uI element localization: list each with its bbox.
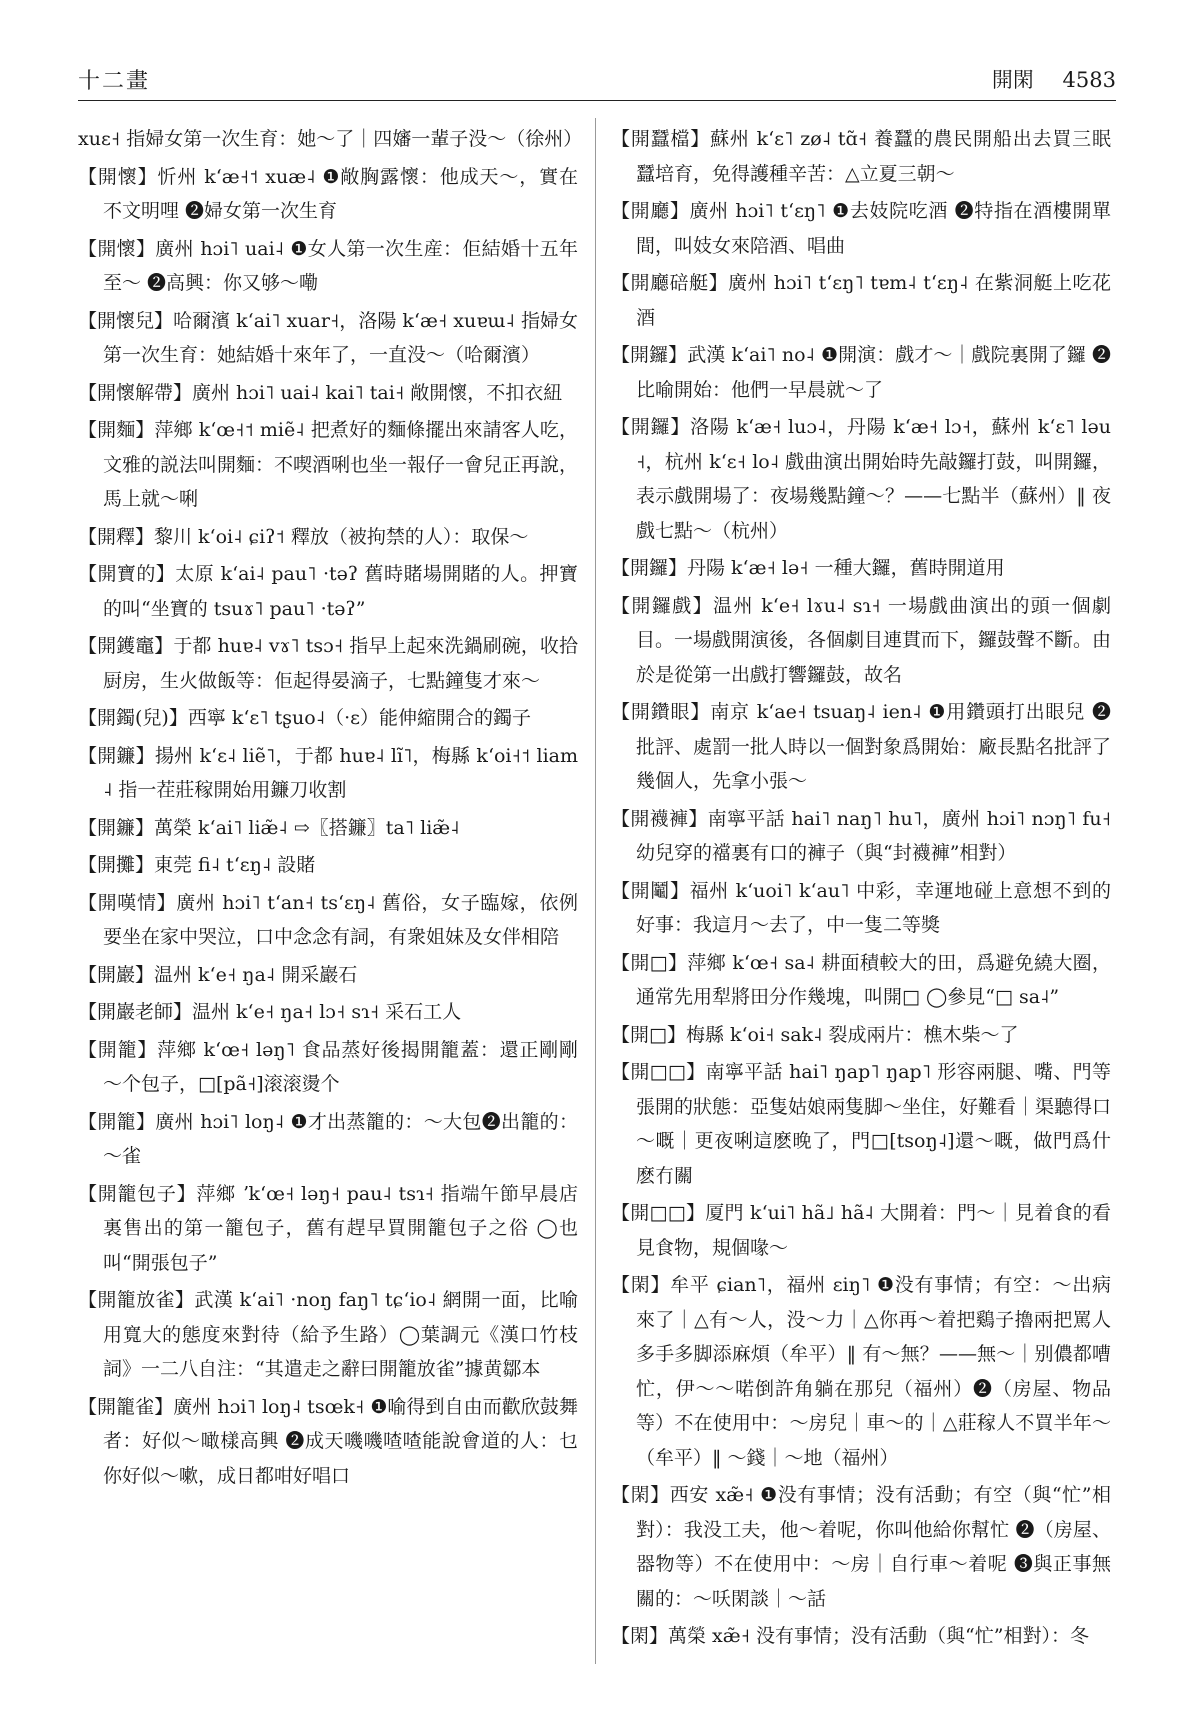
dictionary-entry: 【開鑼戲】温州 kʻe˧ lɤu˨ sɿ˧ 一場戲曲演出的頭一個劇目。一場戲開演後，各個劇目連貫而下，鑼鼓聲不斷。由於是從第一出戲打響鑼鼓，故名 <box>611 594 1112 686</box>
left-column <box>78 122 583 1496</box>
dictionary-entry: 【開懷】忻州 kʻæ˧˦ xuæ˨ ❶敞胸露懷：他成天～，實在不文明哩 ❷婦女第一次生育 <box>78 165 578 222</box>
dictionary-entry: 【開鑊竈】于都 huɐ˨ vɤ˥ tsɔ˧ 指早上起來洗鍋刷碗，收拾厨房，生火做飯等：佢起得晏滴子，七點鐘隻才來～ <box>78 635 578 692</box>
page-number: 4583 <box>1062 68 1116 92</box>
dictionary-entry: 【開籠雀】廣州 hɔi˥ loŋ˨ tsœk˧ ❶喻得到自由而歡欣鼓舞者：好似～噉樣高興 ❷成天嘰嘰喳喳能說會道的人：乜你好似～嗽，成日都咁好唱口 <box>78 1395 578 1487</box>
dictionary-entry: 【開籠】萍鄉 kʻœ˧ ləŋ˥ 食品蒸好後揭開籠蓋：還正剛剛～个包子，□[pã˧]滚滚燙个 <box>78 1038 578 1095</box>
dictionary-entry: 【開鬮】福州 kʻuoi˥ kʻau˥ 中彩，幸運地碰上意想不到的好事：我這月～去了，中一隻二等獎 <box>611 879 1111 936</box>
dictionary-entry: 【開蠶檔】蘇州 kʻɛ˥ zø˨ tɑ̃˧ 養蠶的農民開船出去買三眠蠶培育，免得護種辛苦：△立夏三朝～ <box>611 128 1111 185</box>
dictionary-entry: 【開鑼】丹陽 kʻæ˧ lə˧ 一種大鑼，舊時開道用 <box>611 557 1005 579</box>
dictionary-entry: 【開襪褲】南寧平話 hai˥ naŋ˥ hu˥，廣州 hɔi˥ nɔŋ˥ fu˧ 幼兒穿的襠裏有口的褲子（與“封襪褲”相對） <box>611 807 1111 864</box>
dictionary-entry: 【閑】萬榮 xæ̃˧ 没有事情；没有活動（與“忙”相對）：冬 <box>611 1625 1089 1647</box>
dictionary-entry: 【開鐮】揚州 kʻɛ˨ liẽ˥，于都 huɐ˨ lĩ˥，梅縣 kʻoi˧˦ liam˨ 指一茬莊稼開始用鐮刀收割 <box>78 744 578 801</box>
dictionary-entry: 【開□】梅縣 kʻoi˧ sak˨ 裂成兩片：樵木柴～了 <box>611 1023 1019 1046</box>
page-running-head <box>970 64 1116 94</box>
dictionary-entry: 【開鐲(兒)】西寧 kʻɛ˥ tʂuo˨（·ɛ）能伸縮開合的鐲子 <box>78 707 531 729</box>
dictionary-entry: 【開鑼】洛陽 kʻæ˧ luɔ˨，丹陽 kʻæ˧ lɔ˧，蘇州 kʻɛ˥ ləu˧，杭州 kʻɛ˧ lo˨ 戲曲演出開始時先敲鑼打鼓，叫開鑼，表示戲開場了：夜場幾點鐘～？——七點半（蘇州）‖ 夜戲七點～（杭州） <box>611 416 1111 542</box>
dictionary-entry: 【開懷解帶】廣州 hɔi˥ uai˨ kai˥ tai˧ 敞開懷，不扣衣紐 <box>78 381 563 404</box>
dictionary-entry: 【閑】西安 xæ̃˧ ❶没有事情；没有活動；有空（與“忙”相對）：我没工夫，他～着呢，你叫他給你幫忙 ❷（房屋、器物等）不在使用中：～房｜自行車～着呢 ❸與正事無關的：～㕭閑談｜～話 <box>611 1484 1111 1610</box>
dictionary-entry: 【開籠放雀】武漢 kʻai˥ ·noŋ faŋ˥ tɕʻio˨ 網開一面，比喻用寬大的態度來對待（給予生路）◯葉調元《漢口竹枝詞》一二八自注：“其遣走之辭曰開籠放雀”據黄鄒本 <box>78 1289 578 1380</box>
page-header <box>78 60 1116 101</box>
dictionary-entry: 【開攤】東莞 fi˨ tʻɛŋ˨ 設賭 <box>78 854 316 876</box>
dictionary-entry: 【開巖】温州 kʻe˧ ŋa˨ 開采巖石 <box>78 963 358 986</box>
dictionary-entry: 【閑】牟平 ɕian˥，福州 ɛiŋ˥ ❶没有事情；有空：～出病來了｜△有～人，没～力｜△你再～着把鷄子擼兩把罵人多手多脚添麻煩（牟平）‖ 有～無？——無～｜别儂都嘈忙，伊～～喏倒許角躺在那兒（福州）❷（房屋、物品等）不在使用中：～房兒｜車～的｜△莊稼人不買半年～（牟平）‖ ～錢｜～地（福州） <box>611 1274 1111 1469</box>
dictionary-entry: 【開嘆情】廣州 hɔi˥ tʻan˧ tsʻɛŋ˨ 舊俗，女子臨嫁，依例要坐在家中哭泣，口中念念有詞，有衆姐妹及女伴相陪 <box>78 891 578 948</box>
dictionary-entry: 【開□□】厦門 kʻui˥ hã˩ hã˨ 大開着：門～｜見着食的看見食物，規個喙～ <box>611 1202 1111 1259</box>
dictionary-entry: 【開鑽眼】南京 kʻae˧ tsuaŋ˨ ien˨ ❶用鑽頭打出眼兒 ❷批評、處罰一批人時以一個對象爲開始：廠長點名批評了幾個人，先拿小張～ <box>611 701 1112 792</box>
dictionary-entry: 【開□】萍鄉 kʻœ˧ sa˨ 耕面積較大的田，爲避免繞大圈，通常先用犁將田分作幾塊，叫開□ ◯參見“□ sa˨” <box>611 951 1111 1008</box>
dictionary-entry: 【開□□】南寧平話 hai˥ ŋap˥ ŋap˥ 形容兩腿、嘴、門等張開的狀態：亞隻姑娘兩隻脚～坐住，好難看｜渠聽得口～嘅｜更夜唎這麽晚了，門□[tsoŋ˨]還～嘅，做門爲什麽冇關 <box>611 1061 1112 1187</box>
column-divider <box>595 118 596 1664</box>
right-column <box>611 122 1111 1657</box>
dictionary-entry: 【開麵】萍鄉 kʻœ˧˦ miẽ˨ 把煮好的麵條擺出來請客人吃，文雅的説法叫開麵：不喫酒唎也坐一報仔一會兒正再說，馬上就～唎 <box>78 419 579 510</box>
section-title: 十二畫 <box>78 69 151 94</box>
dictionary-entry: xuɛ˧ 指婦女第一次生育：她～了｜四嬸一輩子没～（徐州） <box>78 128 583 150</box>
head-characters: 開閑 <box>991 68 1034 92</box>
dictionary-entry: 【開籠】廣州 hɔi˥ loŋ˨ ❶才出蒸籠的：～大包❷出籠的：～雀 <box>78 1110 578 1167</box>
dictionary-entry: 【開懷兒】哈爾濱 kʻai˥ xuar˧，洛陽 kʻæ˧ xuɐɯ˨ 指婦女第一次生育：她結婚十來年了，一直没～（哈爾濱） <box>78 309 578 366</box>
dictionary-entry: 【開廳碚艇】廣州 hɔi˥ tʻɛŋ˥ tɐm˨ tʻɛŋ˨ 在紫洞艇上吃花酒 <box>611 272 1111 329</box>
dictionary-entry: 【開廳】廣州 hɔi˥ tʻɛŋ˥ ❶去妓院吃酒 ❷特指在酒樓開單間，叫妓女來陪酒、唱曲 <box>611 200 1111 257</box>
dictionary-entry: 【開釋】黎川 kʻoi˨ ɕiʔ˦ 釋放（被拘禁的人）：取保～ <box>78 525 529 548</box>
dictionary-entry: 【開籠包子】萍鄉 ʼkʻœ˧ ləŋ˧ pau˨ tsɿ˧ 指端午節早晨店裏售出的第一籠包子，舊有趕早買開籠包子之俗 ◯也叫“開張包子” <box>78 1182 578 1274</box>
dictionary-entry: 【開懷】廣州 hɔi˥ uai˨ ❶女人第一次生産：佢結婚十五年至～ ❷高興：你又够～嘞 <box>78 237 578 294</box>
dictionary-entry: 【開寶的】太原 kʻai˨ pau˥ ·təʔ 舊時賭場開賭的人。押寶的叫“坐寶的 tsuɤ˥ pau˥ ·təʔ” <box>78 563 578 620</box>
dictionary-entry: 【開鐮】萬榮 kʻai˥ liæ̃˨ ⇨〖搭鐮〗ta˥ liæ̃˨ <box>78 816 460 839</box>
dictionary-entry: 【開巖老師】温州 kʻe˧ ŋa˧ lɔ˧ sɿ˧ 采石工人 <box>78 1001 462 1023</box>
dictionary-entry: 【開鑼】武漢 kʻai˥ no˨ ❶開演：戲才～｜戲院裏開了鑼 ❷比喻開始：他們一早晨就～了 <box>611 344 1111 401</box>
